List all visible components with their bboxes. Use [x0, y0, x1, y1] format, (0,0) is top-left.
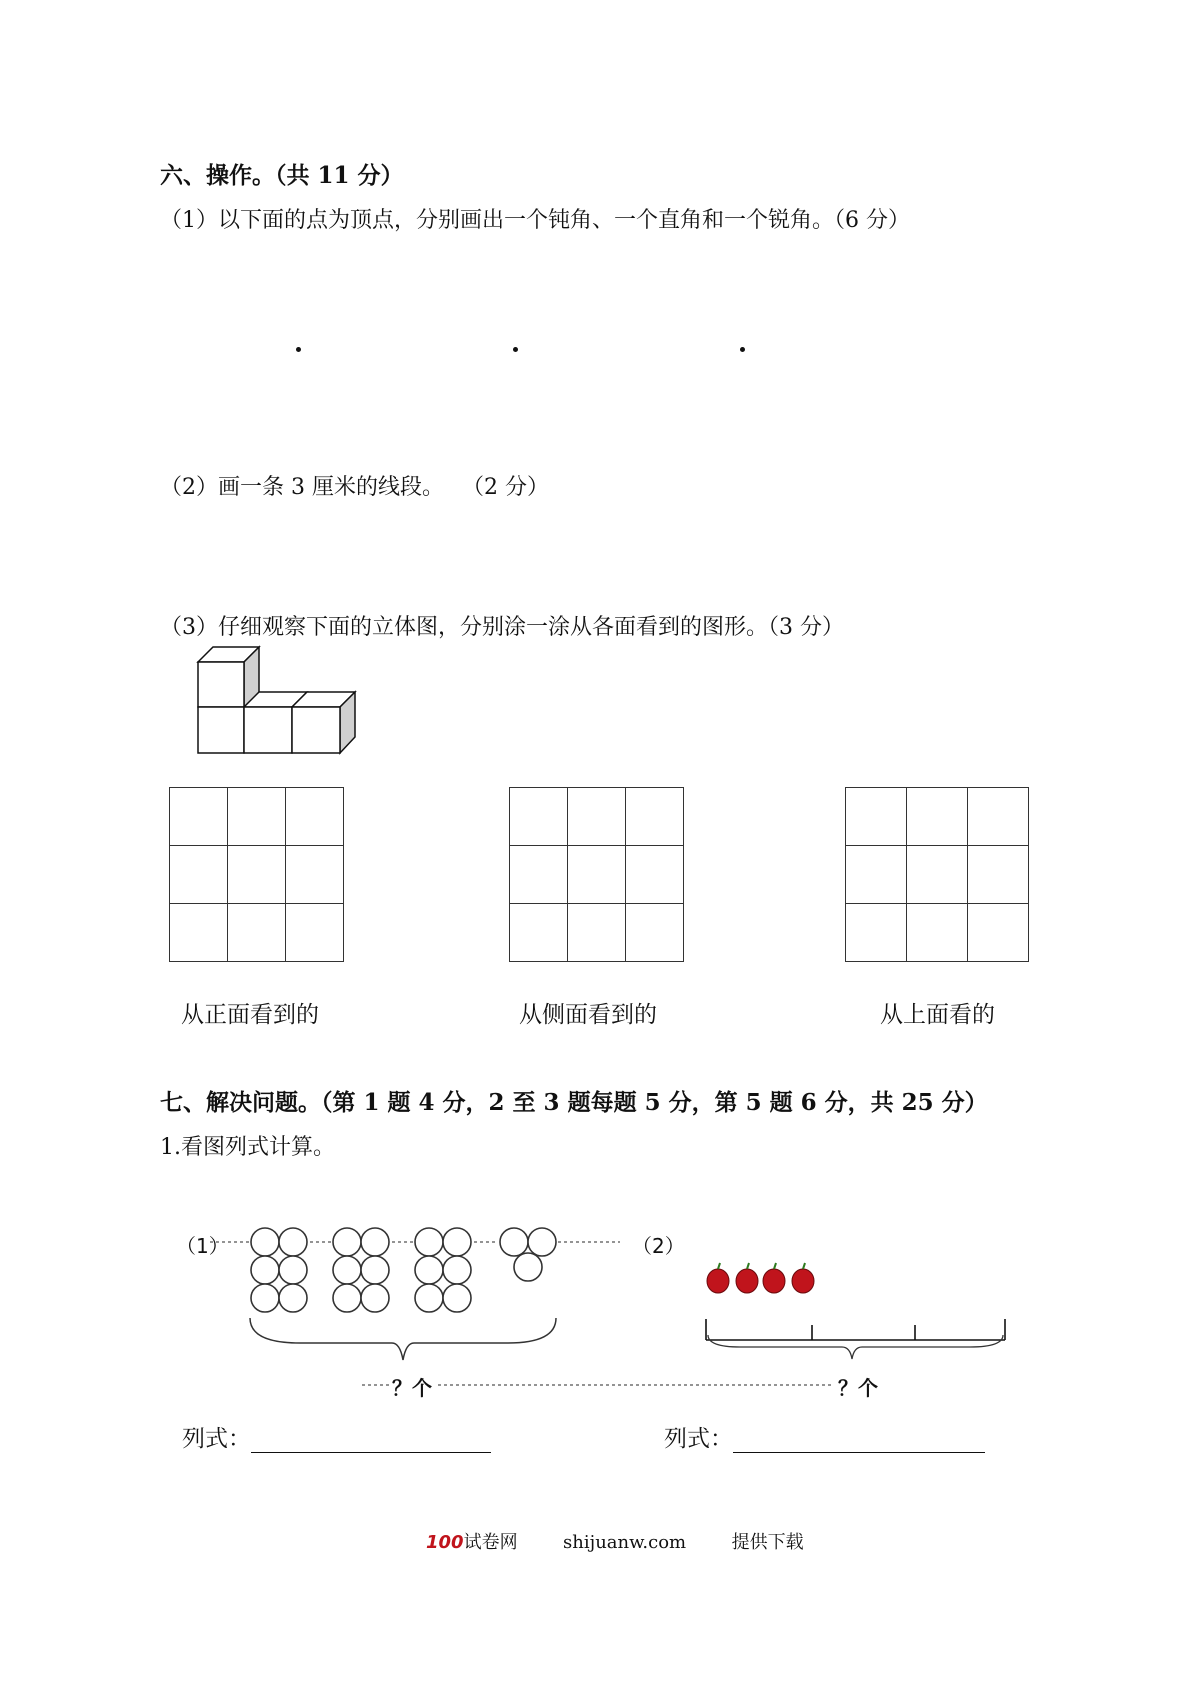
footer-note: 提供下载: [731, 1532, 804, 1553]
view-grid-top[interactable]: [845, 787, 1029, 962]
question-mark-2: ？个: [838, 1376, 878, 1400]
grid-cell[interactable]: [170, 788, 228, 846]
footer-url[interactable]: shijuanw.com: [563, 1532, 687, 1553]
grid-cell[interactable]: [968, 788, 1029, 846]
s7-q1-text: 1.看图列式计算。: [160, 1135, 335, 1160]
circle-groups: [251, 1228, 556, 1312]
vertex-point-1[interactable]: [296, 347, 301, 352]
grid-cell[interactable]: [846, 846, 907, 904]
figure-label-1: （1）: [176, 1234, 229, 1258]
q3-text: （3）仔细观察下面的立体图，分别涂一涂从各面看到的图形。（3 分）: [160, 615, 844, 640]
grid-cell[interactable]: [907, 788, 968, 846]
footer-logo: 100: [426, 1532, 464, 1553]
grid-cell[interactable]: [968, 904, 1029, 962]
vertex-point-2[interactable]: [513, 347, 518, 352]
grid-cell[interactable]: [170, 904, 228, 962]
grid-cell[interactable]: [228, 846, 286, 904]
formula-label-2: 列式：: [664, 1426, 733, 1452]
grid-cell[interactable]: [510, 846, 568, 904]
footer: [426, 1528, 804, 1554]
answer-blank-2[interactable]: [733, 1426, 985, 1453]
grid-cell[interactable]: [286, 788, 344, 846]
footer-site-name: 试卷网: [463, 1532, 518, 1553]
grid-cell[interactable]: [568, 846, 626, 904]
circles-figure: [210, 1225, 680, 1395]
grid-cell[interactable]: [907, 846, 968, 904]
grid-cell[interactable]: [626, 788, 684, 846]
grid-cell[interactable]: [286, 846, 344, 904]
q1-text: （1）以下面的点为顶点，分别画出一个钝角、一个直角和一个锐角。（6 分）: [160, 208, 910, 233]
grid-cell[interactable]: [228, 788, 286, 846]
grid-cell[interactable]: [286, 904, 344, 962]
apples: [707, 1269, 814, 1293]
answer-blank-1[interactable]: [251, 1426, 491, 1453]
grid-cell[interactable]: [510, 904, 568, 962]
q2-text: （2）画一条 3 厘米的线段。 （2 分）: [160, 475, 549, 500]
grid-cell[interactable]: [626, 846, 684, 904]
question-mark-1: ？个: [392, 1376, 432, 1400]
grid-cell[interactable]: [907, 904, 968, 962]
view-grid-front[interactable]: [169, 787, 344, 962]
figure-label-2: （2）: [632, 1234, 685, 1258]
view-label-front: 从正面看到的: [181, 1002, 319, 1028]
brace-2: [708, 1335, 1003, 1359]
section7-title: 七、解决问题。（第 1 题 4 分，2 至 3 题每题 5 分，第 5 题 6 分，共 25 分）: [160, 1089, 988, 1116]
section6-title: 六、操作。（共 11 分）: [160, 162, 404, 189]
vertex-point-3[interactable]: [740, 347, 745, 352]
brace-1: [250, 1318, 556, 1360]
grid-cell[interactable]: [968, 846, 1029, 904]
formula-label-1: 列式：: [182, 1426, 251, 1452]
apples-figure: [700, 1255, 1020, 1365]
grid-cell[interactable]: [170, 846, 228, 904]
grid-cell[interactable]: [568, 904, 626, 962]
grid-cell[interactable]: [510, 788, 568, 846]
view-label-side: 从侧面看到的: [519, 1002, 657, 1028]
segment-line: [706, 1319, 1005, 1340]
formula-row-2: [664, 1420, 985, 1453]
solid-figure: [195, 645, 375, 765]
grid-cell[interactable]: [846, 788, 907, 846]
grid-cell[interactable]: [626, 904, 684, 962]
view-label-top: 从上面看的: [880, 1002, 995, 1028]
grid-cell[interactable]: [568, 788, 626, 846]
formula-row-1: [182, 1420, 491, 1453]
grid-cell[interactable]: [846, 904, 907, 962]
grid-cell[interactable]: [228, 904, 286, 962]
view-grid-side[interactable]: [509, 787, 684, 962]
